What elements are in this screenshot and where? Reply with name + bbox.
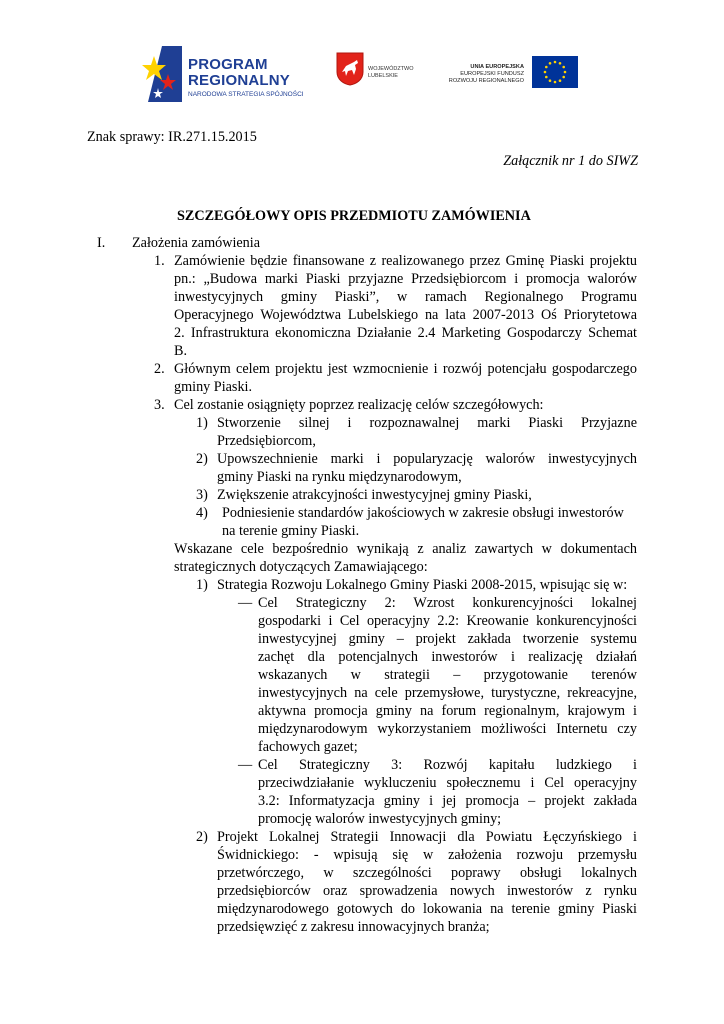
bullet-line: inwestycyjnej gminy – projekt zakłada tworzenie systemu [258, 631, 637, 647]
annex-label: Załącznik nr 1 do SIWZ [503, 153, 638, 169]
eu-line1: UNIA EUROPEJSKA [470, 64, 524, 70]
bullet-line: przeciwdziałanie wykluczeniu społecznemu i Cel operacyjny [258, 775, 637, 791]
goal-line: gminy Piaski na rynku międzynarodowym, [217, 469, 462, 485]
program-star-icon [140, 44, 182, 104]
p2-line: gminy Piaski. [174, 379, 253, 395]
section-number: I. [97, 235, 106, 251]
section-title: Założenia zamówienia [132, 235, 261, 251]
goal-line: Przedsiębiorcom, [217, 433, 316, 449]
lubelskie-line1: WOJEWÓDZTWO [368, 66, 414, 72]
p1-line: inwestycyjnych gminy Piaski”, w ramach Regionalnego Programu [174, 289, 637, 305]
bullet-line: międzynarodowym wykorzystaniem możliwości Internetu czy [258, 721, 637, 737]
goal-number: 2) [196, 451, 208, 467]
p1-line: Operacyjnego Województwa Lubelskiego na lata 2007-2013 Oś Priorytetowa [174, 307, 637, 323]
goal-line: Stworzenie silnej i rozpoznawalnej marki Piaski Przyjazne [217, 415, 637, 431]
strategy-line: Strategia Rozwoju Lokalnego Gminy Piaski 2008-2015, wpisując się w: [217, 577, 628, 593]
p2-number: 2. [154, 361, 165, 377]
program-logo-line3: NARODOWA STRATEGIA SPÓJNOŚCI [188, 91, 304, 98]
eu-line2: EUROPEJSKI FUNDUSZ [460, 71, 524, 77]
lubelskie-logo [336, 52, 436, 98]
goal-line: Zwiększenie atrakcyjności inwestycyjnej gminy Piaski, [217, 487, 532, 503]
strategy-line: Projekt Lokalnej Strategii Innowacji dla Powiatu Łęczyńskiego i [217, 829, 637, 845]
p3-line: Cel zostanie osiągnięty poprzez realizację celów szczegółowych: [174, 397, 544, 413]
bullet-line: Cel Strategiczny 2: Wzrost konkurencyjności lokalnej [258, 595, 637, 611]
p3-number: 3. [154, 397, 165, 413]
goal-line: Podniesienie standardów jakościowych w zakresie obsługi inwestorów [222, 505, 624, 521]
bullet-line: 3.2: Informatyzacja gminy i jej promocja – projekt zakłada [258, 793, 637, 809]
lubelskie-line2: LUBELSKIE [368, 73, 398, 79]
program-logo-line2: REGIONALNY [188, 72, 291, 89]
strategy-line: Świdnickiego: - wpisują się w założenia rozwoju przemysłu [217, 847, 637, 863]
bullet-line: gospodarki i Cel operacyjny 2.2: Kreowanie konkurencyjności [258, 613, 637, 629]
eu-logo [440, 54, 580, 98]
dash-bullet: — [238, 595, 253, 611]
bullet-line: zachęt dla potencjalnych inwestorów i realizację działań [258, 649, 637, 665]
strategy-number: 1) [196, 577, 208, 593]
goal-number: 4) [196, 505, 208, 521]
bullet-line: fachowych gazet; [258, 739, 358, 755]
coat-of-arms-icon [336, 52, 364, 86]
dash-bullet: — [238, 757, 253, 773]
strategy-line: międzynarodowego gotowych do lokowania na terenie gminy Piaski [217, 901, 637, 917]
p1-line: B. [174, 343, 188, 359]
strategy-number: 2) [196, 829, 208, 845]
p1-line: Zamówienie będzie finansowane z realizowanego przez Gminę Piaski projektu [174, 253, 637, 269]
header-logos [0, 0, 724, 110]
bullet-line: wskazanych w strategii – przygotowanie terenów [258, 667, 637, 683]
intro-line: strategicznych dotyczących Zamawiającego: [174, 559, 428, 575]
strategy-line: przedsiębiorców oraz sprowadzenia nowych inwestorów z rynku [217, 883, 637, 899]
eu-flag-icon [532, 56, 578, 88]
bullet-line: promocję walorów inwestycyjnych gminy; [258, 811, 502, 827]
doc-title: SZCZEGÓŁOWY OPIS PRZEDMIOTU ZAMÓWIENIA [177, 208, 531, 224]
eu-line3: ROZWOJU REGIONALNEGO [448, 78, 524, 84]
p1-number: 1. [154, 253, 165, 269]
intro-line: Wskazane cele bezpośrednio wynikają z analiz zawartych w dokumentach [174, 541, 637, 557]
p1-line: 2. Infrastruktura ekonomiczna Działanie 2.4 Marketing Gospodarczy Schemat [174, 325, 637, 341]
goal-line: na terenie gminy Piaski. [222, 523, 360, 539]
goal-number: 1) [196, 415, 208, 431]
strategy-line: przedsięwzięć z zakresu innowacyjnych branża; [217, 919, 490, 935]
program-logo-line1: PROGRAM [188, 56, 268, 73]
p2-line: Głównym celem projektu jest wzmocnienie i rozwój potencjału gospodarczego [174, 361, 637, 377]
program-regionalny-logo [140, 44, 320, 106]
bullet-line: inwestycyjnych na cele przemysłowe, turystyczne, rekreacyjne, [258, 685, 637, 701]
goal-number: 3) [196, 487, 208, 503]
p1-line: pn.: „Budowa marki Piaski przyjazne Przedsiębiorcom i promocja walorów [174, 271, 637, 287]
goal-line: Upowszechnienie marki i popularyzację walorów inwestycyjnych [217, 451, 637, 467]
bullet-line: Cel Strategiczny 3: Rozwój kapitału ludzkiego i [258, 757, 637, 773]
bullet-line: aktywna promocja gminy na forum regionalnym, krajowym i [258, 703, 637, 719]
case-number: Znak sprawy: IR.271.15.2015 [87, 129, 257, 145]
strategy-line: przetwórczego, w szczególności poprawy obsługi lokalnych [217, 865, 637, 881]
